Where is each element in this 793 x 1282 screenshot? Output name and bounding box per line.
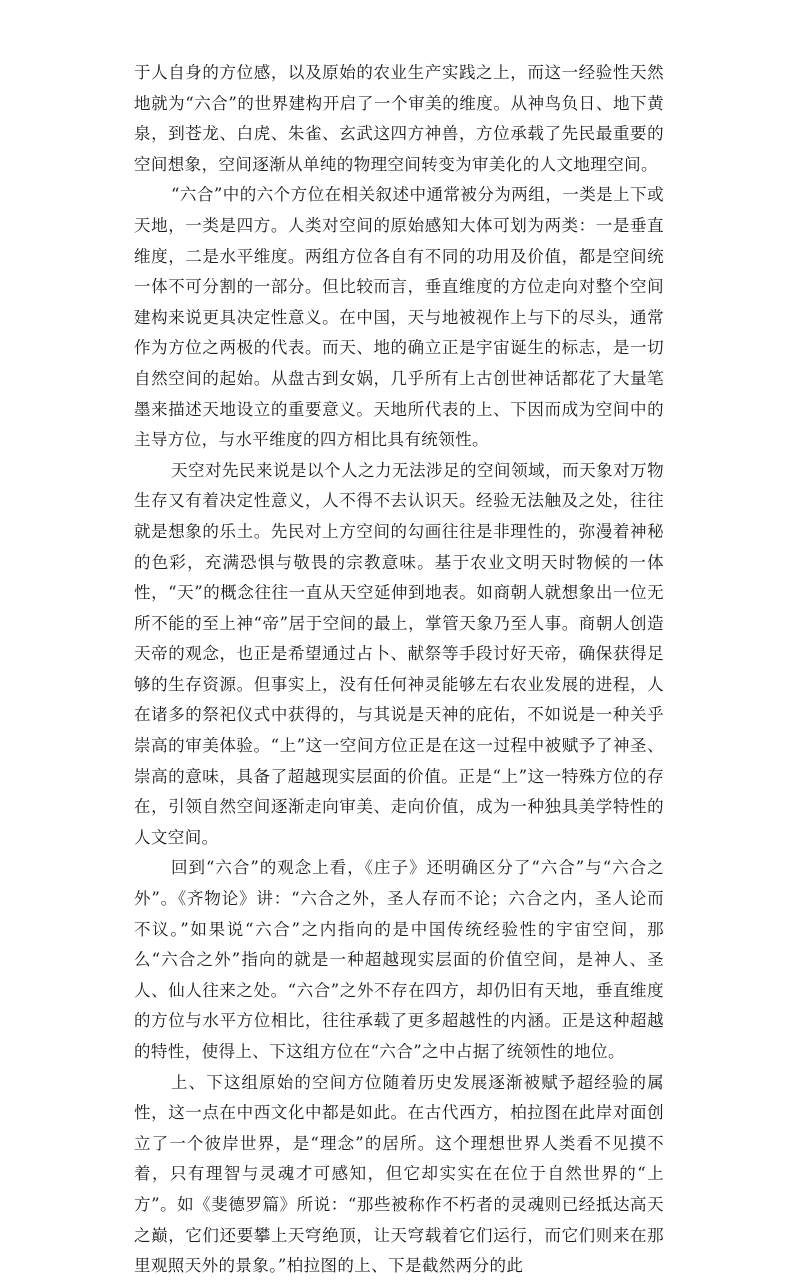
paragraph-5: 上、下这组原始的空间方位随着历史发展逐渐被赋予超经验的属性，这一点在中西文化中都是如此。在古代西方，柏拉图在此岸对面创立了一个彼岸世界，是“理念”的居所。这个理想世界人类看不见摸不着，只有理智与灵魂才可感知，但它却实实在在位于自然世界的“上方”。如《斐德罗篇》所说：“那些被称作不朽者的灵魂则已经抵达高天之巅，它们还要攀上天穹绝顶，让天穹载着它们运行，而它们则来在那里观照天外的景象。”柏拉图的上、下是截然两分的此: [134, 1072, 664, 1276]
paragraph-4: 回到“六合”的观念上看，《庄子》还明确区分了“六合”与“六合之外”。《齐物论》讲：“六合之外，圣人存而不论；六合之内，圣人论而不议。”如果说“六合”之内指向的是中国传统经验性的宇宙空间，那么“六合之外”指向的就是一种超越现实层面的价值空间，是神人、圣人、仙人往来之处。“六合”之外不存在四方，却仍旧有天地，垂直维度的方位与水平方位相比，往往承载了更多超越性的内涵。正是这种超越的特性，使得上、下这组方位在“六合”之中占据了统领性的地位。: [134, 858, 664, 1061]
paragraph-3: 天空对先民来说是以个人之力无法涉足的空间领域，而天象对万物生存又有着决定性意义，人不得不去认识天。经验无法触及之处，往往就是想象的乐土。先民对上方空间的勾画往往是非理性的，弥漫着神秘的色彩，充满恐惧与敬畏的宗教意味。基于农业文明天时物候的一体性，“天”的概念往往一直从天空延伸到地表。如商朝人就想象出一位无所不能的至上神“帝”居于空间的最上，掌管天象乃至人事。商朝人创造天帝的观念，也正是希望通过占卜、献祭等手段讨好天帝，确保获得足够的生存资源。但事实上，没有任何神灵能够左右农业发展的进程，人在诸多的祭祀仪式中获得的，与其说是天神的庇佑，不如说是一种关乎崇高的审美体验。“上”这一空间方位正是在这一过程中被赋予了神圣、崇高的意味，具备了超越现实层面的价值。正是“上”这一特殊方位的存在，引领自然空间逐渐走向审美、走向价值，成为一种独具美学特性的人文空间。: [134, 460, 664, 847]
paragraph-1: 于人自身的方位感，以及原始的农业生产实践之上，而这一经验性天然地就为“六合”的世界建构开启了一个审美的维度。从神鸟负日、地下黄泉，到苍龙、白虎、朱雀、玄武这四方神兽，方位承载了先民最重要的空间想象，空间逐渐从单纯的物理空间转变为审美化的人文地理空间。: [134, 63, 664, 174]
article-body: [134, 58, 664, 1282]
paragraph-2: “六合”中的六个方位在相关叙述中通常被分为两组，一类是上下或天地，一类是四方。人类对空间的原始感知大体可划为两类：一是垂直维度，二是水平维度。两组方位各自有不同的功用及价值，都是空间统一体不可分割的一部分。但比较而言，垂直维度的方位走向对整个空间建构来说更具决定性意义。在中国，天与地被视作上与下的尽头，通常作为方位之两极的代表。而天、地的确立正是宇宙诞生的标志，是一切自然空间的起始。从盘古到女娲，几乎所有上古创世神话都花了大量笔墨来描述天地设立的重要意义。天地所代表的上、下因而成为空间中的主导方位，与水平维度的四方相比具有统领性。: [134, 185, 664, 450]
